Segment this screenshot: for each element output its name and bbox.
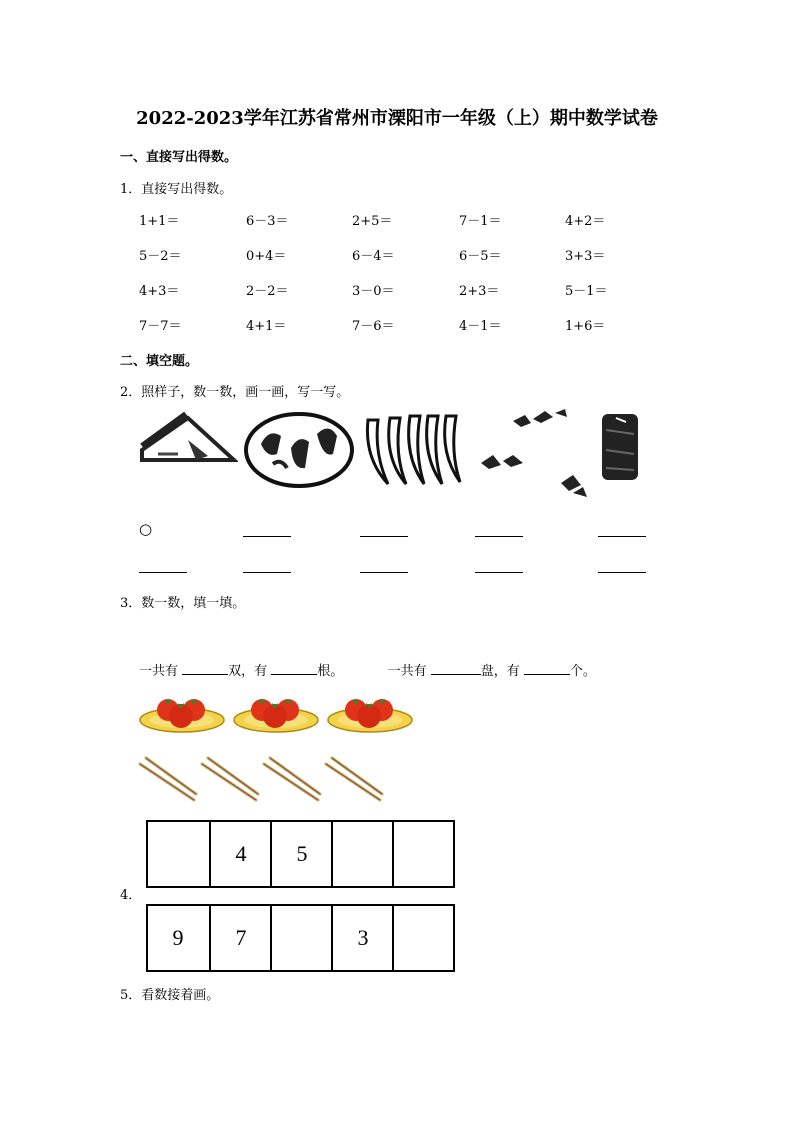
number-box: 4 — [209, 822, 271, 886]
number-box[interactable] — [331, 822, 393, 886]
section-one-heading: 一、直接写出得数。 — [120, 150, 238, 165]
q4-label: 4． — [120, 888, 142, 903]
page-title: 2022-2023学年江苏省常州市溧阳市一年级（上）期中数学试卷 — [136, 108, 658, 129]
equation-item: 4+2＝ — [565, 214, 606, 229]
number-box: 3 — [331, 906, 393, 970]
equation-item: 7－6＝ — [352, 319, 395, 334]
q2-answer-blank[interactable] — [475, 558, 523, 573]
q2-answer-blank[interactable] — [243, 558, 291, 573]
number-box: 5 — [270, 822, 332, 886]
q3-answer-blank[interactable] — [431, 662, 481, 675]
number-box-table — [146, 904, 455, 972]
chopsticks-image — [138, 750, 384, 806]
equation-item: 1+6＝ — [565, 319, 606, 334]
equation-item: 4－1＝ — [459, 319, 502, 334]
brush-bundle-image — [596, 410, 644, 484]
equation-item: 0+4＝ — [246, 249, 287, 264]
q2-answer-blank[interactable] — [139, 558, 187, 573]
equation-item: 2+3＝ — [459, 284, 500, 299]
bananas-image — [360, 408, 470, 488]
number-box[interactable] — [392, 906, 454, 970]
q2-answer-blank[interactable] — [475, 522, 523, 537]
q3-text: 根。 — [317, 664, 344, 679]
number-box[interactable] — [148, 822, 208, 886]
q3-text: 一共有 — [139, 664, 179, 679]
q2-answer-blank[interactable] — [243, 522, 291, 537]
number-box-table — [146, 820, 455, 888]
q2-sample-circle: ○ — [139, 520, 153, 538]
q5-label: 5．看数接着画。 — [120, 988, 220, 1003]
equation-item: 6－4＝ — [352, 249, 395, 264]
q2-answer-blank[interactable] — [598, 522, 646, 537]
number-box: 9 — [172, 925, 184, 950]
q1-label: 1．直接写出得数。 — [120, 182, 233, 197]
birds-image — [473, 405, 589, 501]
equation-item: 7－7＝ — [139, 319, 182, 334]
equation-item: 4+3＝ — [139, 284, 180, 299]
equation-item: 3+3＝ — [565, 249, 606, 264]
equation-item: 6－5＝ — [459, 249, 502, 264]
q3-answer-blank[interactable] — [524, 662, 570, 675]
q3-answer-blank[interactable] — [182, 662, 228, 675]
number-box: 7 — [209, 906, 271, 970]
q3-text: 个。 — [569, 664, 596, 679]
q2-label: 2．照样子，数一数，画一画，写一写。 — [120, 385, 350, 400]
pizza-slice-image — [138, 410, 238, 470]
q2-answer-blank[interactable] — [598, 558, 646, 573]
tomato-plates-image — [138, 688, 414, 736]
q3-fill-line — [139, 660, 596, 679]
q2-answer-blank[interactable] — [360, 558, 408, 573]
equation-item: 2+5＝ — [352, 214, 393, 229]
equation-item: 4+1＝ — [246, 319, 287, 334]
number-box[interactable] — [392, 822, 454, 886]
q3-text: 双，有 — [228, 664, 268, 679]
section-two-heading: 二、填空题。 — [120, 354, 199, 369]
equation-item: 6－3＝ — [246, 214, 289, 229]
number-box[interactable] — [270, 906, 332, 970]
equation-item: 7－1＝ — [459, 214, 502, 229]
q3-text: 一共有 — [387, 664, 427, 679]
q3-label: 3．数一数，填一填。 — [120, 596, 246, 611]
equation-item: 2－2＝ — [246, 284, 289, 299]
cookies-plate-image — [243, 408, 355, 488]
equation-item: 5－1＝ — [565, 284, 608, 299]
equation-item: 3－0＝ — [352, 284, 395, 299]
equation-item: 5－2＝ — [139, 249, 182, 264]
equation-item: 1+1＝ — [139, 214, 180, 229]
q2-answer-blank[interactable] — [360, 522, 408, 537]
q3-answer-blank[interactable] — [271, 662, 317, 675]
q3-text: 盘，有 — [480, 664, 520, 679]
